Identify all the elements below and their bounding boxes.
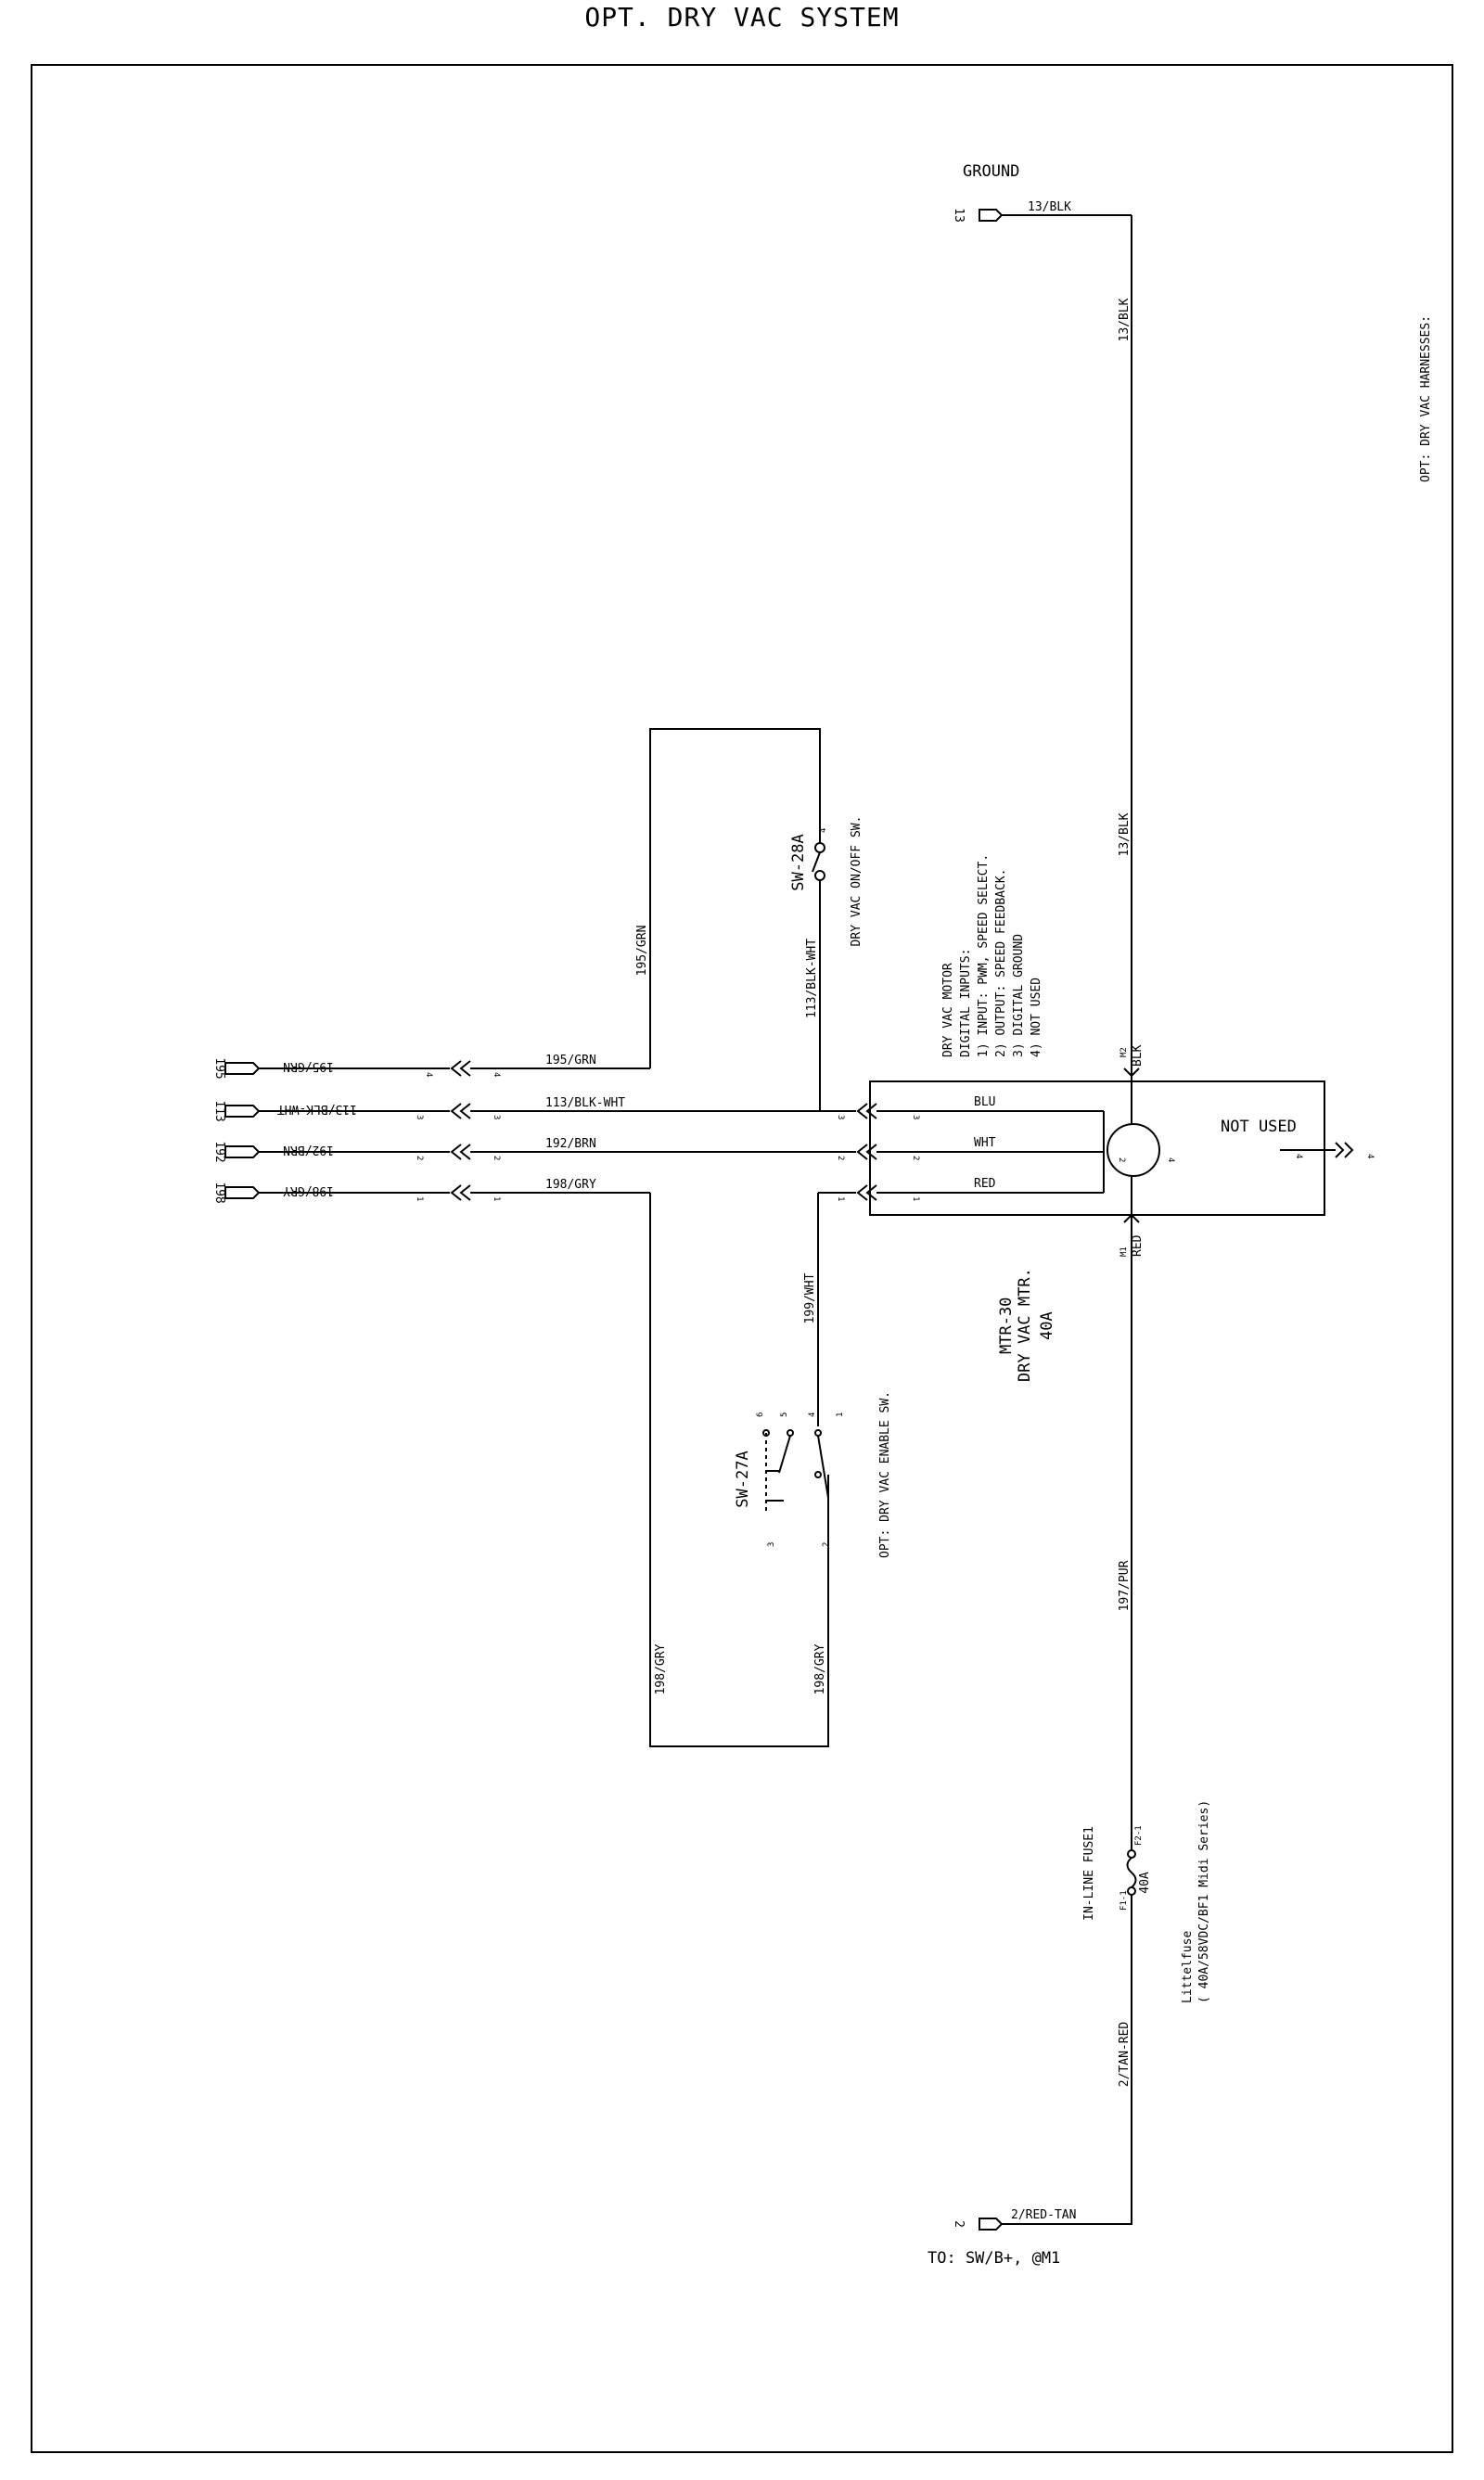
not-used-pin-a: 4 [1294, 1154, 1303, 1159]
switch-28-label: DRY VAC ON/OFF SW. [850, 815, 864, 947]
svg-text:2: 2 [822, 1541, 831, 1547]
wire-198b-label: 198/GRY [813, 1643, 827, 1695]
svg-text:1: 1 [836, 1196, 845, 1202]
connector-pin: 113 [212, 1100, 226, 1122]
motor-wire-blu-label: BLU [974, 1095, 996, 1109]
connector-wire-label: 113/BLK-WHT [276, 1102, 357, 1116]
svg-text:1) INPUT: PWM, SPEED SELECT.: 1) INPUT: PWM, SPEED SELECT. [977, 853, 991, 1057]
svg-text:2: 2 [911, 1156, 920, 1161]
motor-wire-wht-label: WHT [974, 1136, 996, 1150]
connector-wire-label: 198/GRY [283, 1183, 334, 1197]
fuse-spec: ( 40A/58VDC/BF1 Midi Series) [1197, 1799, 1211, 2003]
svg-text:2: 2 [836, 1156, 845, 1161]
wire-113-label: 113/BLK-WHT [545, 1096, 626, 1110]
svg-text:1: 1 [492, 1196, 501, 1202]
connector-pos: 3 [415, 1115, 424, 1120]
wire-199-label: 199/WHT [803, 1272, 817, 1324]
left-connector-113 [212, 1100, 470, 1121]
fuse-rating: 40A [1138, 1872, 1152, 1894]
motor-id-block [997, 1268, 1056, 1382]
motor-m2: M2 [1119, 1047, 1129, 1057]
svg-text:6: 6 [756, 1412, 765, 1417]
motor-symbol [1107, 1124, 1159, 1176]
drawing-border [32, 65, 1452, 2452]
motor-box [870, 1081, 1324, 1215]
ground-pin: 13 [952, 208, 966, 223]
page-title: OPT. DRY VAC SYSTEM [584, 2, 900, 32]
not-used-pin-b: 4 [1365, 1154, 1375, 1159]
connector-pin: 198 [212, 1182, 226, 1204]
battery-pin: 2 [952, 2220, 966, 2228]
wire-195-run [650, 729, 820, 1068]
not-used-arrow-1 [1336, 1143, 1343, 1157]
fuse-in-line [1082, 1800, 1211, 2003]
connector-pos: 2 [415, 1156, 424, 1161]
connector-wire-label: 195/GRN [283, 1059, 334, 1073]
motor-red: RED [1131, 1234, 1145, 1257]
svg-text:4: 4 [492, 1072, 501, 1078]
wire-195-label: 195/GRN [545, 1054, 596, 1067]
svg-text:3: 3 [911, 1115, 920, 1120]
svg-text:1: 1 [836, 1412, 845, 1417]
wire-198a-label: 198/GRY [654, 1643, 668, 1695]
svg-text:40A: 40A [1038, 1311, 1056, 1340]
motor-m1: M1 [1119, 1246, 1129, 1257]
svg-text:3: 3 [492, 1115, 501, 1120]
ground-wire-v1-label: 13/BLK [1118, 298, 1132, 342]
switch-28-id: SW-28A [789, 834, 808, 891]
wire-197-label: 197/PUR [1118, 1560, 1132, 1612]
switch-27-label: OPT: DRY VAC ENABLE SW. [878, 1390, 892, 1559]
wire-195-v-label: 195/GRN [635, 925, 649, 977]
ground-label: GROUND [963, 162, 1020, 181]
svg-text:3) DIGITAL GROUND: 3) DIGITAL GROUND [1012, 933, 1026, 1057]
svg-text:2: 2 [492, 1156, 501, 1161]
svg-text:MTR-30: MTR-30 [997, 1297, 1016, 1354]
left-connector-195 [212, 1057, 470, 1079]
wire-113-v-label: 113/BLK-WHT [805, 938, 819, 1019]
switch-28-pin: 4 [819, 827, 828, 833]
svg-text:DIGITAL INPUTS:: DIGITAL INPUTS: [959, 948, 973, 1057]
wire-2-v-label: 2/TAN-RED [1118, 2021, 1132, 2088]
wire-198-label: 198/GRY [545, 1178, 596, 1192]
harness-pos-labels [492, 1072, 501, 1201]
wire-2 [1002, 1895, 1132, 2224]
switch-sw-27a [734, 1391, 892, 1558]
ground-connector [979, 210, 1002, 221]
battery-destination: TO: SW/B+, @M1 [928, 2249, 1061, 2268]
connector-pin: 195 [212, 1057, 226, 1080]
connector-pin: 192 [212, 1141, 226, 1163]
motor-blk: BLK [1131, 1044, 1145, 1067]
motor-description [941, 854, 1043, 1057]
switch-sw-28a [789, 816, 864, 947]
svg-text:DRY VAC MTR.: DRY VAC MTR. [1016, 1268, 1034, 1382]
svg-text:5: 5 [780, 1412, 789, 1417]
not-used-arrow-2 [1345, 1143, 1352, 1157]
motor-wire-red-label: RED [974, 1177, 996, 1191]
fuse-p1: F1-1 [1119, 1890, 1129, 1911]
motor-inner-pin: 2 [1117, 1157, 1126, 1163]
svg-text:2) OUTPUT: SPEED FEEDBACK.: 2) OUTPUT: SPEED FEEDBACK. [994, 868, 1008, 1057]
left-connector-192 [212, 1141, 470, 1162]
svg-text:4: 4 [808, 1412, 817, 1417]
motor-inner-pin-4: 4 [1166, 1157, 1175, 1163]
fuse-brand: Littelfuse [1181, 1930, 1195, 2003]
battery-connector [979, 2218, 1002, 2230]
svg-text:3: 3 [836, 1115, 845, 1120]
connector-pos: 4 [424, 1072, 433, 1078]
ground-wire-v2-label: 13/BLK [1118, 812, 1132, 857]
svg-text:3: 3 [767, 1541, 776, 1547]
svg-text:DRY VAC MOTOR: DRY VAC MOTOR [941, 963, 955, 1057]
svg-text:1: 1 [911, 1196, 920, 1202]
harness-note: OPT: DRY VAC HARNESSES: [1419, 314, 1433, 482]
ground-wire-h-label: 13/BLK [1028, 200, 1071, 214]
not-used-label: NOT USED [1221, 1118, 1297, 1136]
fuse-id: IN-LINE FUSE1 [1082, 1826, 1096, 1921]
left-connector-198 [212, 1182, 470, 1203]
wire-2-h-label: 2/RED-TAN [1011, 2208, 1077, 2222]
fuse-p2: F2-1 [1134, 1825, 1144, 1846]
connector-pos: 1 [415, 1196, 424, 1202]
switch-27-id: SW-27A [734, 1451, 752, 1508]
connector-wire-label: 192/BRN [283, 1143, 334, 1157]
svg-text:4) NOT USED: 4) NOT USED [1030, 977, 1043, 1057]
wire-192-label: 192/BRN [545, 1137, 596, 1151]
